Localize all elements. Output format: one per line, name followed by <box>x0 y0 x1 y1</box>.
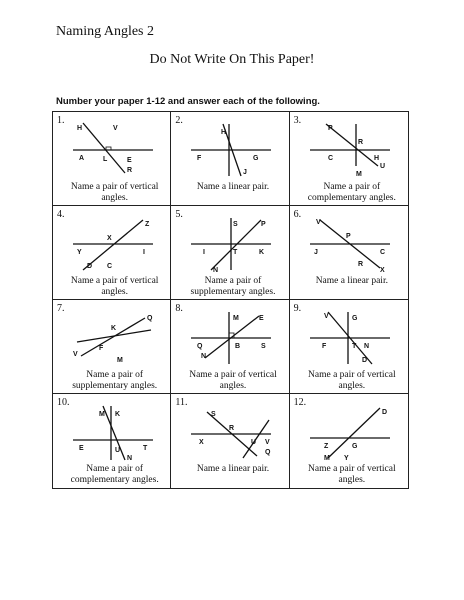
angle-figure <box>181 400 281 464</box>
problem-cell <box>53 206 171 300</box>
point-label: H <box>77 125 83 132</box>
point-label: V <box>315 219 321 226</box>
point-label: S <box>233 221 238 228</box>
problem-cell <box>171 394 289 488</box>
point-label: M <box>355 171 362 178</box>
point-label: V <box>73 351 78 358</box>
point-label: T <box>233 249 238 256</box>
problem-prompt: Name a linear pair. <box>196 182 270 192</box>
problem-prompt: Name a pair of complementary angles. <box>70 464 159 485</box>
problem-number: 12. <box>293 397 307 408</box>
point-label: Q <box>265 449 271 456</box>
problem-number: 9. <box>293 303 302 314</box>
problem-cell <box>290 206 408 300</box>
problem-grid <box>52 111 409 489</box>
point-label: R <box>229 425 235 432</box>
point-label: X <box>107 235 112 242</box>
point-label: K <box>111 325 117 332</box>
problem-number: 11. <box>175 397 188 408</box>
worksheet-title: Naming Angles 2 <box>56 24 154 39</box>
problem-cell <box>290 300 408 394</box>
angle-figure <box>300 212 400 276</box>
problem-number: 8. <box>175 303 183 314</box>
point-label: V <box>113 125 118 132</box>
point-label: Q <box>147 315 153 322</box>
point-label: C <box>327 155 333 162</box>
point-label: U <box>115 447 121 454</box>
point-label: X <box>379 267 385 274</box>
problem-prompt: Name a pair of vertical angles. <box>189 370 277 391</box>
angle-figure <box>63 118 163 182</box>
point-label: Y <box>343 455 349 462</box>
angle-figure <box>300 118 400 182</box>
point-label: Z <box>145 221 150 228</box>
point-label: N <box>213 267 219 274</box>
problem-cell <box>53 112 171 206</box>
point-label: P <box>261 221 266 228</box>
problem-number: 6. <box>293 209 302 220</box>
point-label: K <box>259 249 265 256</box>
angle-figure <box>63 400 163 464</box>
point-label: J <box>243 169 248 176</box>
point-label: X <box>199 439 204 446</box>
problem-number: 7. <box>57 303 65 314</box>
point-label: M <box>233 315 240 322</box>
problem-cell <box>53 300 171 394</box>
problem-prompt: Name a pair of supplementary angles. <box>72 370 158 391</box>
point-label: C <box>107 263 113 270</box>
point-label: M <box>117 357 123 364</box>
problem-cell <box>290 112 408 206</box>
point-label: A <box>79 155 85 162</box>
point-label: T <box>143 445 148 452</box>
point-label: H <box>373 155 379 162</box>
point-label: R <box>357 139 363 146</box>
problem-prompt: Name a pair of vertical angles. <box>70 276 159 297</box>
point-label: M <box>99 411 105 418</box>
point-label: B <box>235 343 241 350</box>
point-label: E <box>127 157 132 164</box>
point-label: N <box>127 455 133 462</box>
point-label: G <box>351 443 358 450</box>
problem-number: 5. <box>175 209 183 220</box>
point-label: N <box>201 353 207 360</box>
problem-cell <box>171 112 289 206</box>
angle-figure <box>181 212 281 276</box>
point-label: T <box>351 343 356 350</box>
point-label: G <box>253 155 259 162</box>
point-label: G <box>351 315 358 322</box>
point-label: N <box>363 343 369 350</box>
point-label: I <box>143 249 145 256</box>
angle-figure <box>300 306 400 370</box>
point-label: S <box>211 411 216 418</box>
problem-number: 3. <box>293 115 302 126</box>
problem-number: 10. <box>57 397 70 408</box>
point-label: F <box>99 345 104 352</box>
point-label: J <box>313 249 318 256</box>
warning-subtitle: Do Not Write On This Paper! <box>149 52 315 67</box>
point-label: V <box>265 439 270 446</box>
point-label: I <box>203 249 206 256</box>
point-label: U <box>379 163 385 170</box>
problem-prompt: Name a linear pair. <box>196 464 270 474</box>
point-label: U <box>251 439 257 446</box>
point-label: C <box>379 249 385 256</box>
instructions: Number your paper 1-12 and answer each of the following. <box>56 96 320 107</box>
angle-figure <box>63 306 163 370</box>
point-label: V <box>323 313 329 320</box>
problem-prompt: Name a pair of vertical angles. <box>308 464 396 485</box>
point-label: F <box>197 155 202 162</box>
problem-cell <box>171 300 289 394</box>
angle-figure <box>300 400 400 464</box>
point-label: P <box>327 125 333 132</box>
problem-cell <box>171 206 289 300</box>
problem-number: 1. <box>57 115 65 126</box>
point-label: H <box>221 129 227 136</box>
problem-prompt: Name a pair of vertical angles. <box>70 182 159 203</box>
problem-cell <box>53 394 171 488</box>
point-label: P <box>345 233 351 240</box>
problem-prompt: Name a linear pair. <box>315 276 388 286</box>
point-label: K <box>115 411 121 418</box>
point-label: F <box>321 343 326 350</box>
problem-number: 4. <box>57 209 65 220</box>
problem-prompt: Name a pair of complementary angles. <box>307 182 396 203</box>
problem-cell <box>290 394 408 488</box>
point-label: E <box>79 445 84 452</box>
point-label: D <box>381 409 387 416</box>
problem-number: 2. <box>175 115 183 126</box>
point-label: Z <box>323 443 328 450</box>
point-label: M <box>323 455 330 462</box>
problem-prompt: Name a pair of supplementary angles. <box>190 276 276 297</box>
angle-figure <box>63 212 163 276</box>
point-label: Y <box>77 249 82 256</box>
angle-figure <box>181 118 281 182</box>
angle-figure <box>181 306 281 370</box>
point-label: R <box>127 167 133 174</box>
point-label: D <box>361 357 367 364</box>
point-label: E <box>259 315 264 322</box>
point-label: L <box>103 156 108 163</box>
problem-prompt: Name a pair of vertical angles. <box>308 370 396 391</box>
point-label: D <box>87 263 93 270</box>
point-label: S <box>261 343 266 350</box>
point-label: R <box>357 261 363 268</box>
point-label: Q <box>197 343 203 350</box>
